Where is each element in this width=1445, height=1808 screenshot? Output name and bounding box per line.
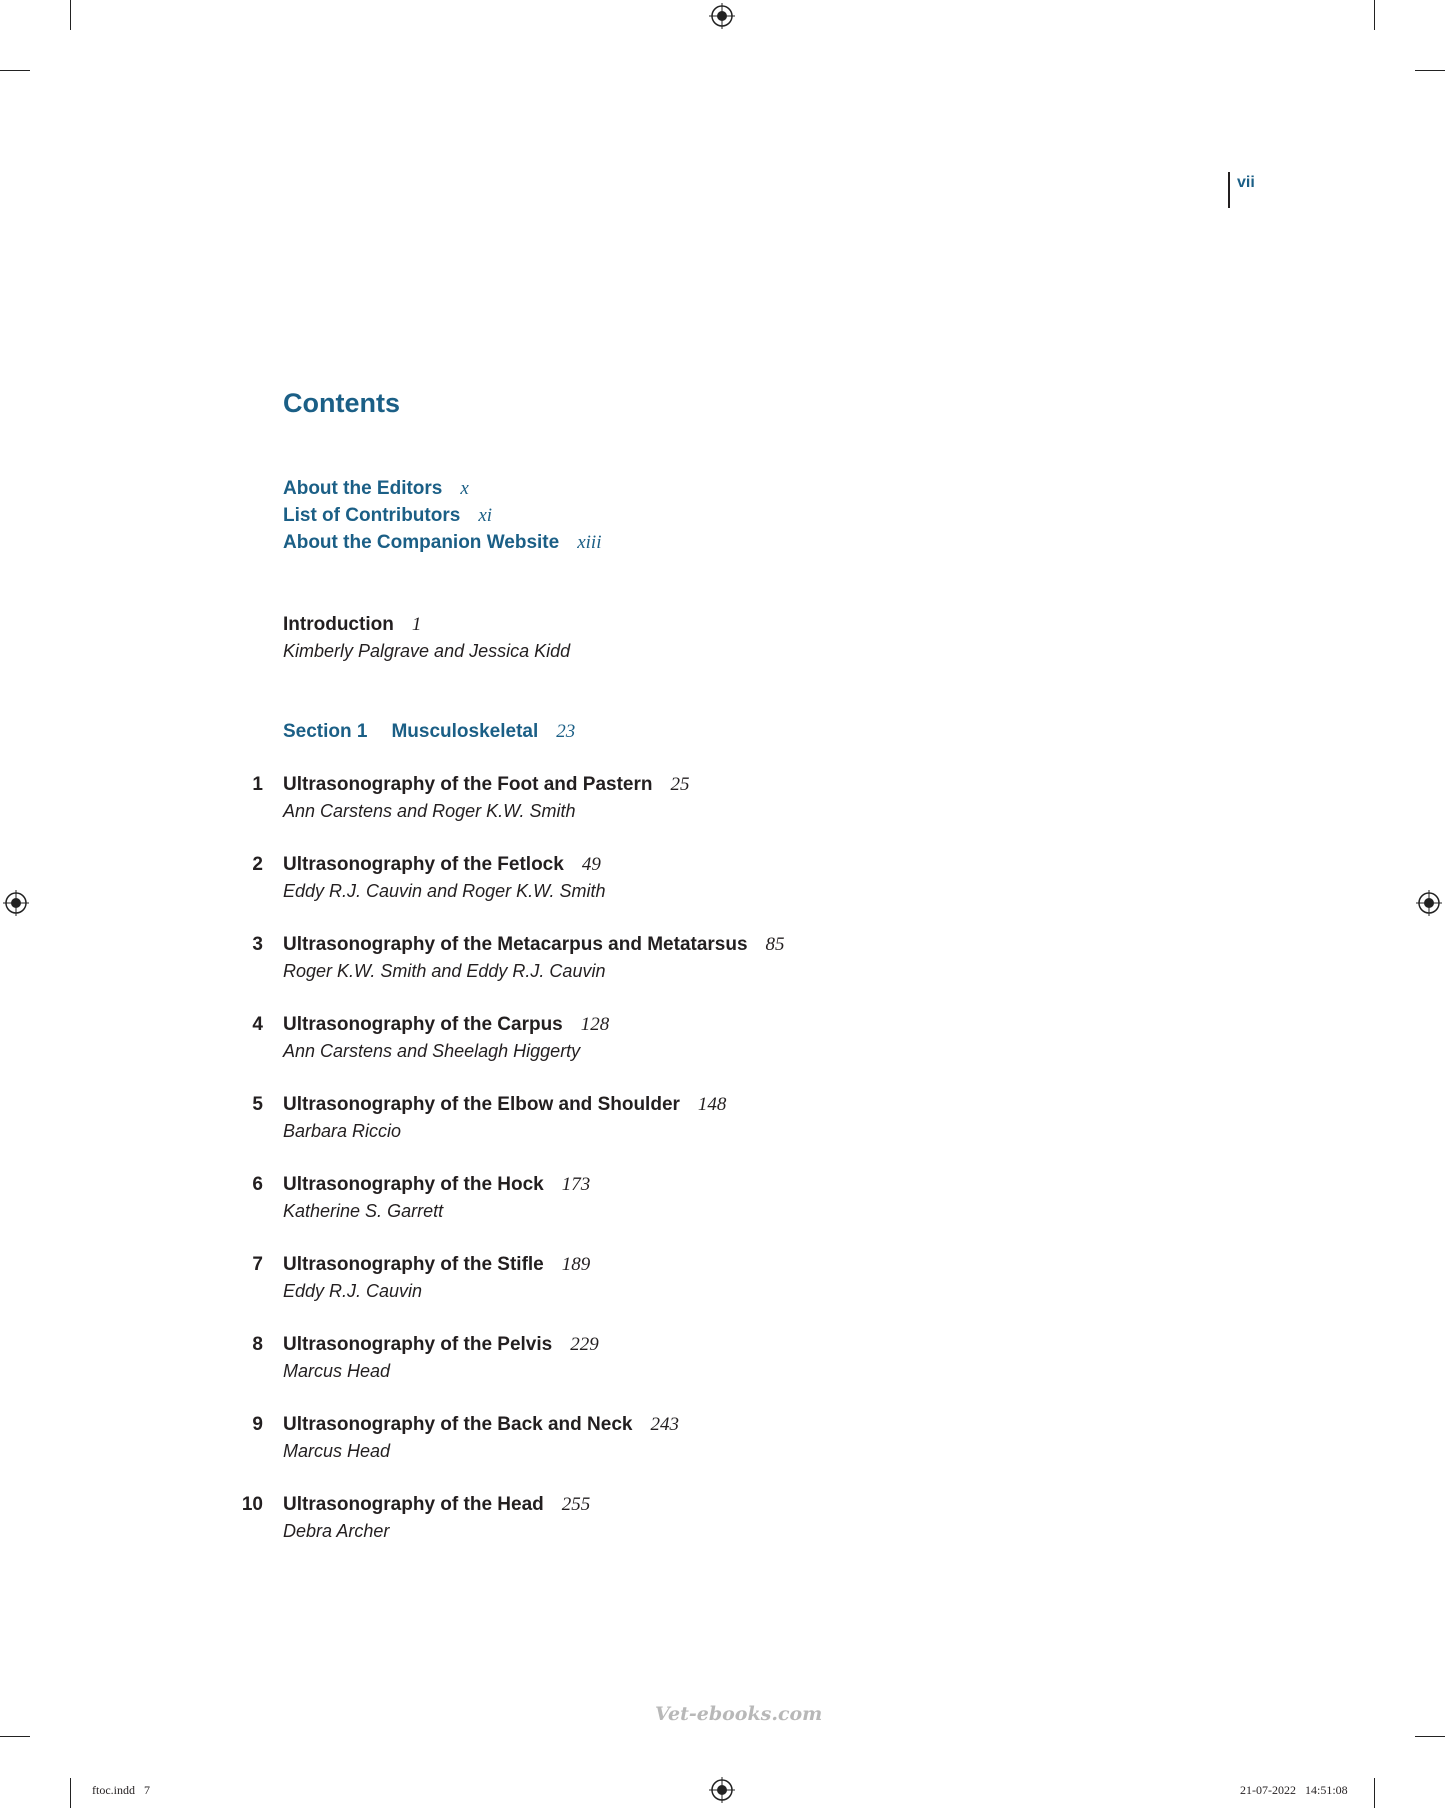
chapter-entry[interactable] [283, 1091, 726, 1145]
chapter-number: 6 [252, 1174, 263, 1195]
chapter-authors: Katherine S. Garrett [283, 1201, 444, 1221]
chapter-entry[interactable] [283, 1171, 590, 1225]
front-matter-page: xiii [577, 532, 602, 553]
chapter-title: Ultrasonography of the Foot and Pastern [283, 774, 653, 795]
chapter-page: 148 [697, 1094, 727, 1115]
chapter-entry[interactable] [283, 931, 785, 985]
chapter-title: Ultrasonography of the Head [283, 1494, 544, 1515]
section-label: Section 1 [283, 721, 368, 742]
chapter-authors: Barbara Riccio [283, 1121, 402, 1141]
chapter-page: 128 [580, 1014, 610, 1035]
chapter-authors: Eddy R.J. Cauvin and Roger K.W. Smith [283, 881, 606, 901]
crop-mark-top-left-h [0, 70, 30, 71]
crop-mark-bottom-left-h [0, 1736, 30, 1737]
front-matter-item[interactable] [283, 502, 492, 529]
chapter-title: Ultrasonography of the Back and Neck [283, 1414, 633, 1435]
section-heading[interactable] [283, 718, 575, 745]
chapter-entry[interactable] [283, 1491, 590, 1545]
slug-timestamp: 21-07-2022 14:51:08 [1240, 1783, 1348, 1797]
chapter-number: 2 [252, 854, 263, 875]
introduction-page: 1 [411, 614, 422, 635]
front-matter-title: About the Companion Website [283, 532, 560, 553]
chapter-page: 173 [561, 1174, 591, 1195]
chapter-page: 49 [581, 854, 601, 875]
chapter-title: Ultrasonography of the Carpus [283, 1014, 563, 1035]
chapter-title: Ultrasonography of the Hock [283, 1174, 544, 1195]
chapter-page: 85 [765, 934, 785, 955]
introduction-authors: Kimberly Palgrave and Jessica Kidd [283, 641, 571, 661]
chapter-number: 8 [252, 1334, 263, 1355]
section-page: 23 [556, 721, 576, 742]
introduction-entry[interactable] [283, 611, 570, 665]
chapter-page: 189 [561, 1254, 591, 1275]
chapter-page: 243 [650, 1414, 679, 1435]
chapter-entry[interactable] [283, 1411, 679, 1465]
chapter-entry[interactable] [283, 1011, 609, 1065]
chapter-number: 4 [252, 1014, 263, 1035]
chapter-entry[interactable] [283, 1331, 599, 1385]
chapter-number: 1 [252, 774, 263, 795]
front-matter-page: x [460, 478, 469, 499]
introduction-title: Introduction [283, 614, 394, 635]
chapter-authors: Marcus Head [283, 1441, 391, 1461]
chapter-number: 10 [241, 1494, 263, 1515]
front-matter-page: xi [478, 505, 493, 526]
crop-mark-top-right-h [1415, 70, 1445, 71]
chapter-authors: Ann Carstens and Sheelagh Higgerty [283, 1041, 581, 1061]
page-number-rule [1228, 172, 1230, 208]
chapter-title: Ultrasonography of the Fetlock [283, 854, 564, 875]
chapter-number: 9 [252, 1414, 263, 1435]
crop-mark-top-right-v [1374, 0, 1375, 30]
chapter-page: 255 [561, 1494, 591, 1515]
front-matter-item[interactable] [283, 529, 601, 556]
front-matter-item[interactable] [283, 475, 469, 502]
chapter-authors: Ann Carstens and Roger K.W. Smith [283, 801, 576, 821]
front-matter-title: About the Editors [283, 478, 443, 499]
registration-mark-icon [3, 890, 29, 916]
crop-mark-bottom-right-h [1415, 1736, 1445, 1737]
crop-mark-top-left-v [70, 0, 71, 30]
chapter-title: Ultrasonography of the Metacarpus and Metatarsus [283, 934, 748, 955]
registration-mark-icon [709, 1777, 735, 1803]
watermark-logo: Vet-ebooks.com [655, 1703, 823, 1725]
registration-mark-icon [709, 3, 735, 29]
chapter-page: 25 [670, 774, 690, 795]
slug-file-info: ftoc.indd 7 [92, 1783, 150, 1797]
chapter-title: Ultrasonography of the Stifle [283, 1254, 544, 1275]
chapter-entry[interactable] [283, 851, 605, 905]
chapter-entry[interactable] [283, 771, 689, 825]
chapter-number: 5 [252, 1094, 263, 1115]
registration-mark-icon [1416, 890, 1442, 916]
chapter-title: Ultrasonography of the Pelvis [283, 1334, 553, 1355]
chapter-title: Ultrasonography of the Elbow and Shoulder [283, 1094, 680, 1115]
chapter-number: 7 [252, 1254, 263, 1275]
crop-mark-bottom-left-v [70, 1778, 71, 1808]
chapter-entry[interactable] [283, 1251, 590, 1305]
front-matter-title: List of Contributors [283, 505, 461, 526]
chapter-authors: Debra Archer [283, 1521, 390, 1541]
chapter-number: 3 [252, 934, 263, 955]
page-title: Contents [283, 388, 400, 418]
page-number: vii [1237, 174, 1255, 191]
chapter-authors: Roger K.W. Smith and Eddy R.J. Cauvin [283, 961, 606, 981]
chapter-page: 229 [570, 1334, 599, 1355]
crop-mark-bottom-right-v [1374, 1778, 1375, 1808]
section-name: Musculoskeletal [391, 721, 539, 742]
chapter-authors: Marcus Head [283, 1361, 391, 1381]
chapter-authors: Eddy R.J. Cauvin [283, 1281, 423, 1301]
